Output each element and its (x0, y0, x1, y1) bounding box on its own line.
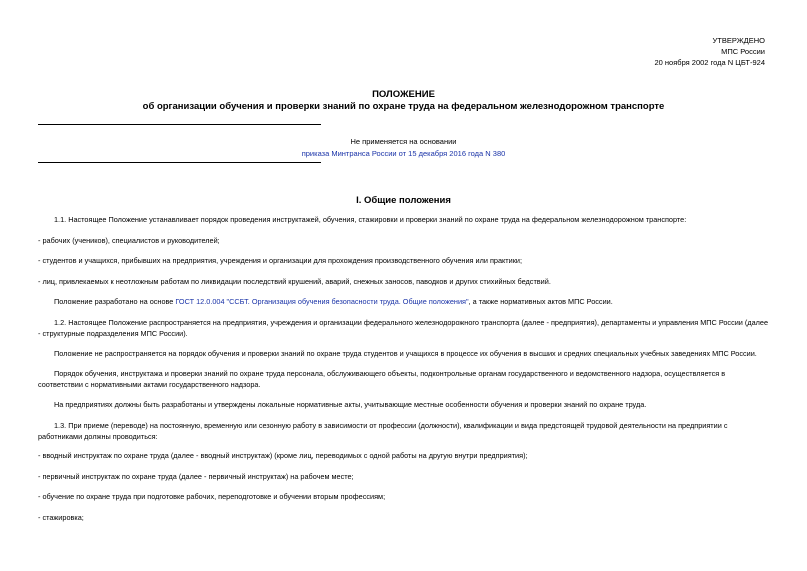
gost-link[interactable]: ГОСТ 12.0.004 "ССБТ. Организация обучения безопасности труда. Общие положения" (175, 297, 469, 306)
approval-line-1: УТВЕРЖДЕНО (712, 36, 765, 45)
section-heading: I. Общие положения (356, 195, 451, 206)
approval-block (654, 35, 765, 68)
list-item: - рабочих (учеников), специалистов и руководителей; (38, 236, 220, 245)
list-item: - стажировка; (38, 513, 84, 522)
basis-text-after: , а также нормативных актов МПС России. (468, 297, 613, 306)
notice-text: Не применяется на основании (350, 137, 457, 146)
document-title: ПОЛОЖЕНИЕ (372, 89, 435, 100)
basis-text-before: Положение разработано на основе (54, 297, 176, 306)
paragraph-supervision: Порядок обучения, инструктажа и проверки знаний по охране труда персонала, обслуживающего объекты, подконтрольные органам государственного и ведомственного надзора, осуществляется в соответствии с нормативными актами государственного надзора. (38, 369, 726, 389)
list-item: - обучение по охране труда при подготовке рабочих, переподготовке и обучении вторым профессиям; (38, 492, 386, 501)
document-subtitle: об организации обучения и проверки знаний по охране труда на федеральном железнодорожном транспорте (142, 101, 665, 112)
paragraph-1-1: 1.1. Настоящее Положение устанавливает порядок проведения инструктажей, обучения, стажировки и проверки знаний по охране труда на федеральном железнодорожном транспорте: (54, 215, 687, 224)
list-item: - студентов и учащихся, прибывших на предприятия, учреждения и организации для прохождения производственного обучения или практики; (38, 256, 523, 265)
paragraph-scope-exclusion: Положение не распространяется на порядок обучения и проверки знаний по охране труда студентов и учащихся в процессе их обучения в высших и средних специальных учебных заведениях МПС России. (54, 349, 757, 358)
paragraph-1-2: 1.2. Настоящее Положение распространяется на предприятия, учреждения и организации федерального железнодорожного транспорта (далее - предприятия), департаменты и управления МПС России (далее - структурные подразделения МПС России). (38, 318, 769, 338)
approval-line-2: МПС России (721, 47, 765, 56)
list-item: - лиц, привлекаемых к неотложным работам по ликвидации последствий крушений, аварий, снежных заносов, паводков и других стихийных бедствий. (38, 277, 551, 286)
paragraph-local-acts: На предприятиях должны быть разработаны и утверждены локальные нормативные акты, учитывающие местные особенности обучения и проверки знаний по охране труда. (54, 400, 647, 409)
paragraph-basis (38, 297, 770, 308)
approval-line-3: 20 ноября 2002 года N ЦБТ-924 (654, 58, 765, 67)
notice-link-row (0, 148, 807, 159)
paragraph-1-3: 1.3. При приеме (переводе) на постоянную, временную или сезонную работу в зависимости от профессии (должности), квалификации и вида предстоящей трудовой деятельности на предприятии с работниками должны проводиться: (38, 421, 728, 441)
notice-link[interactable]: приказа Минтранса России от 15 декабря 2016 года N 380 (301, 149, 506, 158)
divider-bottom (38, 162, 321, 163)
list-item: - вводный инструктаж по охране труда (далее - вводный инструктаж) (кроме лиц, переводимых с одной работы на другую внутри предприятия); (38, 451, 528, 460)
list-item: - первичный инструктаж по охране труда (далее - первичный инструктаж) на рабочем месте; (38, 472, 354, 481)
divider-top (38, 124, 321, 125)
